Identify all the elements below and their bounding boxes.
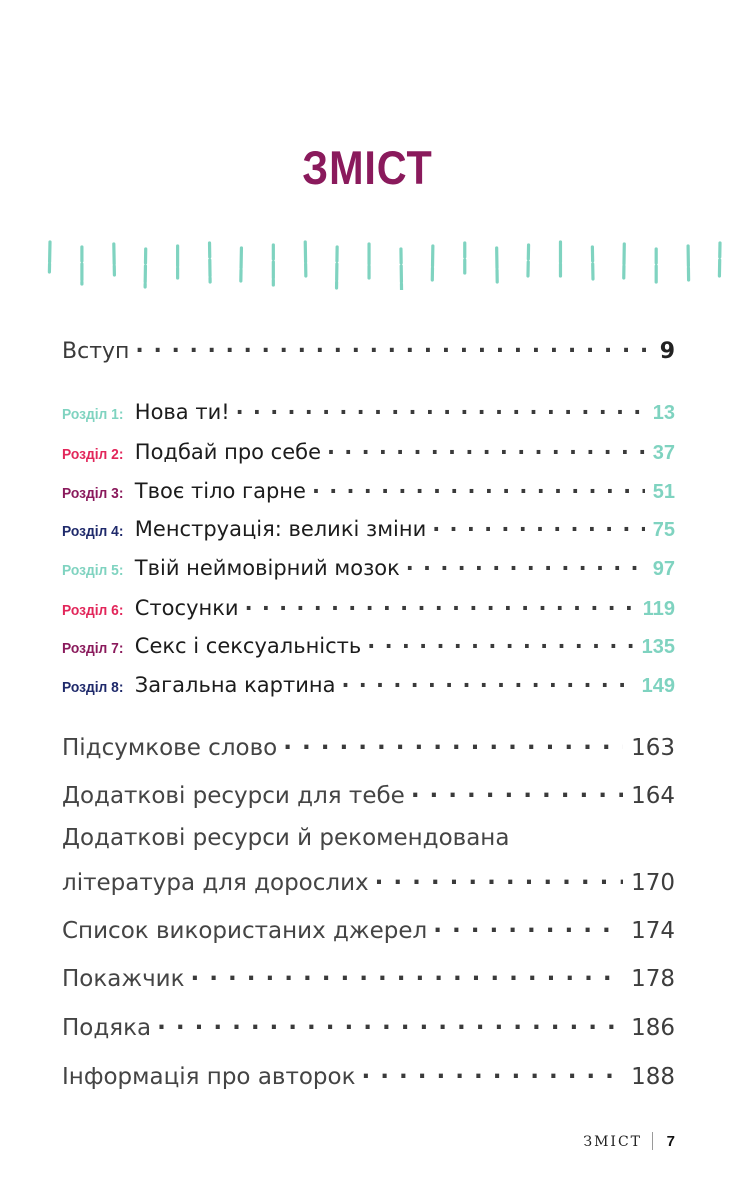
toc-page-number: 37 [652,442,675,464]
toc-page-number: 163 [631,735,675,761]
toc-entry-label: Вступ [62,339,130,364]
toc-entry-label: література для дорослих [62,870,369,896]
chapter-prefix: Розділ 4: [62,523,124,540]
toc-entry-acknowledgements[interactable] [62,1012,675,1041]
toc-entry-chapter-8[interactable] [62,671,675,698]
toc-entry-resources-for-you[interactable] [62,780,675,809]
page-footer [0,1130,730,1160]
dot-leader [157,1012,623,1035]
toc-page-number: 186 [631,1015,675,1041]
dot-leader [375,867,623,890]
toc-entry-label: Інформація про авторок [62,1064,356,1090]
toc-page-number: 170 [631,870,675,896]
page-title: ЗМІСТ [302,141,433,194]
toc-entry-label-line-1[interactable]: Додаткові ресурси й рекомендована [62,825,510,851]
dot-leader [191,963,624,986]
toc-page-number: 119 [642,598,675,620]
toc-page-number: 174 [631,918,675,944]
toc-entry-label: Загальна картина [134,673,336,697]
dot-leader [283,732,623,755]
tick-mark [624,244,625,283]
toc-page-number: 149 [641,675,675,697]
chapter-prefix: Розділ 3: [62,485,124,502]
tick-mark [337,247,338,288]
toc-entry-label: Додаткові ресурси для тебе [62,783,405,809]
toc-entry-label: Подбай про себе [134,440,322,464]
dot-leader [327,438,645,459]
toc-page-number: 9 [659,339,675,364]
tick-mark [592,247,593,279]
toc-entry-label: Подяка [62,1015,152,1041]
toc-entry-label: Твій неймовірний мозок [134,556,400,580]
decorative-tick-divider [45,238,725,290]
toc-entry-index[interactable] [62,963,675,992]
dot-leader [245,594,635,615]
toc-entry-label: Список використаних джерел [62,918,428,944]
chapter-prefix: Розділ 6: [62,602,124,619]
chapter-prefix: Розділ 5: [62,562,124,579]
toc-page-number: 51 [652,481,675,503]
dot-leader [236,398,645,419]
tick-mark [145,249,146,287]
dot-leader [406,554,645,575]
toc-page-number: 135 [641,636,675,658]
toc-page-number: 75 [652,519,675,541]
toc-entry-label: Твоє тіло гарне [134,479,306,503]
dot-leader [367,632,633,653]
dot-leader [135,336,651,358]
toc-page-number: 164 [631,783,675,809]
dot-leader [341,671,633,692]
toc-entry-chapter-1[interactable] [62,398,675,425]
toc-entry-intro[interactable] [62,336,675,364]
tick-mark [401,249,402,290]
toc-page-number: 188 [631,1064,675,1090]
dot-leader [433,915,623,938]
chapter-prefix: Розділ 1: [62,406,124,423]
toc-entry-references[interactable] [62,915,675,944]
toc-page-number: 178 [631,966,675,992]
tick-mark [719,243,720,277]
toc-entry-label: Стосунки [134,596,239,620]
tick-mark [528,245,529,276]
tick-mark [432,246,433,282]
toc-entry-about-authors[interactable] [62,1061,675,1090]
running-footer-title: ЗМІСТ [583,1134,642,1150]
tick-mark [114,244,115,275]
toc-entry-adult-resources[interactable] [62,867,675,896]
page-number: 7 [666,1133,675,1150]
dot-leader [362,1061,624,1084]
toc-page-number: 13 [652,402,675,424]
tick-mark [49,242,50,272]
tick-mark [688,246,689,286]
chapter-prefix: Розділ 2: [62,446,124,463]
chapter-prefix: Розділ 7: [62,640,124,657]
tick-mark [241,248,242,281]
footer-divider [652,1132,653,1150]
toc-entry-chapter-5[interactable] [62,554,675,581]
tick-mark [210,243,211,282]
tick-mark [305,242,306,276]
toc-entry-afterword[interactable] [62,732,675,761]
toc-entry-chapter-2[interactable] [62,438,675,465]
toc-entry-label: Секс і сексуальність [134,634,362,658]
chapter-prefix: Розділ 8: [62,679,124,696]
toc-page-number: 97 [652,558,675,580]
toc-entry-label: Нова ти! [134,400,230,424]
toc-entry-chapter-7[interactable] [62,632,675,659]
toc-entry-label: Покажчик [62,966,185,992]
toc-entry-label: Менструація: великі зміни [134,517,427,541]
dot-leader [312,477,645,498]
dot-leader [411,780,623,803]
tick-mark [497,248,498,285]
toc-entry-chapter-4[interactable] [62,515,675,542]
toc-entry-chapter-6[interactable] [62,594,675,621]
toc-entry-chapter-3[interactable] [62,477,675,504]
dot-leader [432,515,645,536]
toc-entry-label: Підсумкове слово [62,735,278,761]
